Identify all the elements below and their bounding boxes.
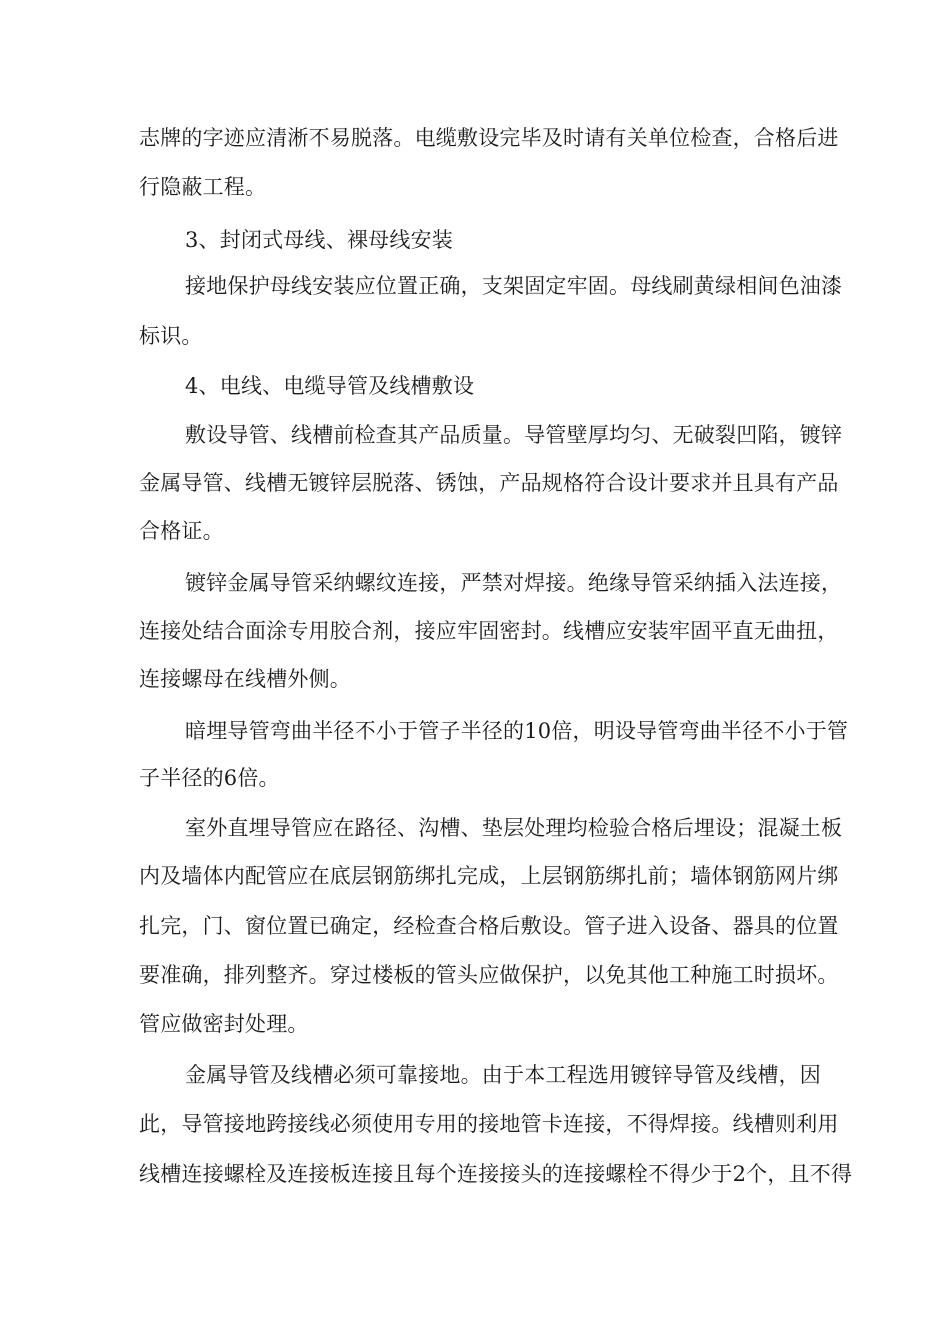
text-line: 室外直埋导管应在路径、沟槽、垫层处理均检验合格后埋设；混凝土板: [185, 816, 843, 840]
section-heading: 3、封闭式母线、裸母线安装: [185, 228, 453, 252]
text-line: 接地保护母线安装应位置正确，支架固定牢固。母线刷黄绿相间色油漆: [185, 274, 843, 298]
text-line: 行隐蔽工程。: [139, 175, 267, 199]
text-line: 金属导管、线槽无镀锌层脱落、锈蚀，产品规格符合设计要求并且具有产品: [139, 471, 839, 495]
text-line: 子半径的6倍。: [139, 766, 280, 790]
text-line: 暗埋导管弯曲半径不小于管子半径的10倍，明设导管弯曲半径不小于管: [185, 719, 849, 743]
text-line: 扎完，门、窗位置已确定，经检查合格后敷设。管子进入设备、器具的位置: [139, 914, 839, 938]
text-line: 合格证。: [139, 519, 224, 543]
section-heading: 4、电线、电缆导管及线槽敷设: [185, 374, 475, 398]
text-line: 连接螺母在线槽外侧。: [139, 667, 351, 691]
text-line: 线槽连接螺栓及连接板连接且每个连接接头的连接螺栓不得少于2个，且不得: [139, 1162, 853, 1186]
text-line: 敷设导管、线槽前检查其产品质量。导管壁厚均匀、无破裂凹陷，镀锌: [185, 423, 843, 447]
text-line: 内及墙体内配管应在底层钢筋绑扎完成，上层钢筋绑扎前；墙体钢筋网片绑: [139, 864, 839, 888]
text-line: 标识。: [139, 324, 203, 348]
text-line: 管应做密封处理。: [139, 1012, 309, 1036]
text-line: 志牌的字迹应清淅不易脱落。电缆敷设完毕及时请有关单位检查，合格后进: [139, 126, 839, 150]
text-line: 镀锌金属导管采纳螺纹连接，严禁对焊接。绝缘导管采纳插入法连接，: [185, 571, 843, 595]
text-line: 要准确，排列整齐。穿过楼板的管头应做保护，以免其他工种施工时损坏。: [139, 963, 839, 987]
text-line: 连接处结合面涂专用胶合剂，接应牢固密封。线槽应安装牢固平直无曲扭，: [139, 619, 839, 643]
text-line: 金属导管及线槽必须可靠接地。由于本工程选用镀锌导管及线槽，因: [185, 1063, 821, 1087]
text-line: 此，导管接地跨接线必须使用专用的接地管卡连接，不得焊接。线槽则利用: [139, 1112, 839, 1136]
